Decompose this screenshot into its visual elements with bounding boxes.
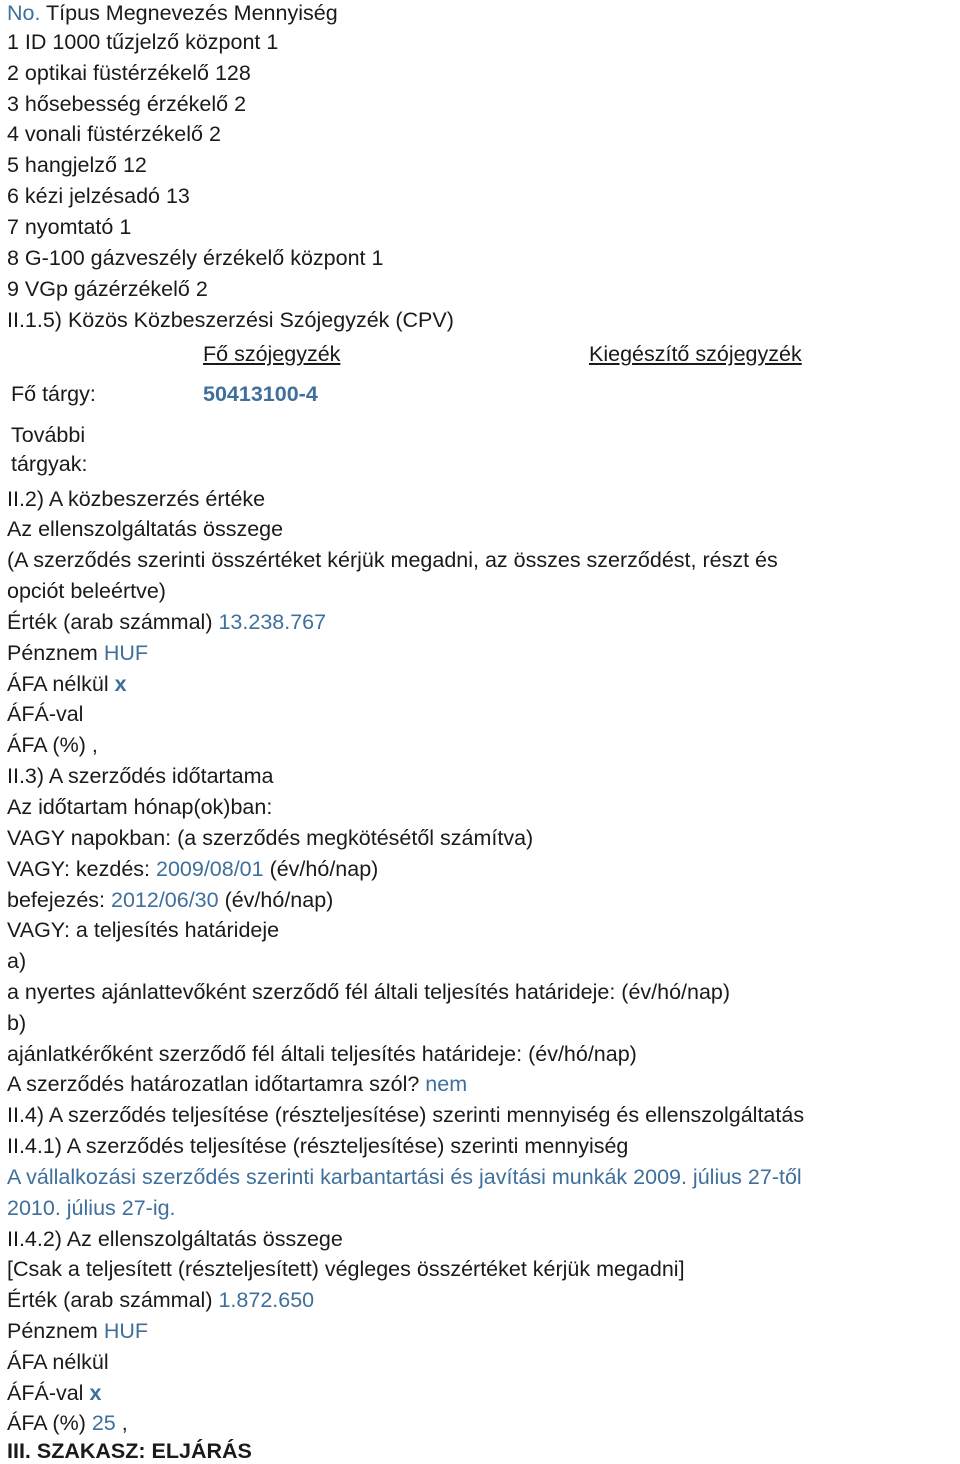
value-no-vat-line (7, 671, 127, 697)
duration-b-text: ajánlatkérőként szerződő fél általi teljesítés határideje: (év/hó/nap) (7, 1042, 637, 1066)
value-currency-line (7, 640, 148, 666)
value-no-vat-label: ÁFA nélkül (7, 672, 115, 696)
performance-with-vat-mark: x (89, 1381, 102, 1405)
header-columns: Típus Megnevezés Mennyiség (40, 1, 338, 25)
performance-vat-pct: 25 (91, 1411, 116, 1435)
table-row: 4 vonali füstérzékelő 2 (7, 122, 221, 146)
cpv-heading: II.1.5) Közös Közbeszerzési Szójegyzék (CPV) (7, 308, 454, 332)
performance-currency-line (7, 1318, 148, 1344)
duration-days: VAGY napokban: (a szerződés megkötésétől számítva) (7, 826, 534, 850)
other-subjects-label-cont: tárgyak: (11, 452, 88, 476)
value-amount-label: Érték (arab számmal) (7, 610, 219, 634)
cpv-supplementary-vocabulary-header: Kiegészítő szójegyzék (589, 342, 802, 366)
duration-indefinite-label: A szerződés határozatlan időtartamra szól? (7, 1072, 426, 1096)
duration-months: Az időtartam hónap(ok)ban: (7, 795, 273, 819)
performance-currency-label: Pénznem (7, 1319, 104, 1343)
duration-start-date: 2009/08/01 (155, 857, 264, 881)
duration-deadline: VAGY: a teljesítés határideje (7, 918, 280, 942)
performance-qty-text: A vállalkozási szerződés szerinti karbantartási és javítási munkák 2009. július 27-től (7, 1165, 802, 1189)
performance-amount: 1.872.650 (218, 1288, 315, 1312)
performance-currency: HUF (103, 1319, 148, 1343)
performance-amount-line (7, 1287, 314, 1313)
value-no-vat-mark: x (114, 672, 127, 696)
value-amount-line (7, 609, 326, 635)
value-with-vat-line: ÁFÁ-val (7, 702, 84, 726)
performance-with-vat-label: ÁFÁ-val (7, 1381, 90, 1405)
header-no: No. (7, 1, 41, 25)
main-subject-code: 50413100-4 (203, 382, 318, 406)
cpv-main-vocabulary-header: Fő szójegyzék (203, 342, 341, 366)
performance-qty-text-cont: 2010. július 27-ig. (7, 1196, 176, 1220)
value-amount: 13.238.767 (218, 610, 327, 634)
main-subject-label: Fő tárgy: (11, 382, 96, 406)
table-row: 8 G-100 gázveszély érzékelő központ 1 (7, 246, 384, 270)
performance-heading: II.4) A szerződés teljesítése (részteljesítése) szerinti mennyiség és ellenszolgáltatás (7, 1103, 805, 1127)
table-row: 3 hősebesség érzékelő 2 (7, 92, 247, 116)
table-header (7, 0, 338, 26)
table-row: 1 ID 1000 tűzjelző központ 1 (7, 30, 279, 54)
duration-end-line (7, 887, 333, 913)
table-row: 9 VGp gázérzékelő 2 (7, 277, 208, 301)
value-currency-label: Pénznem (7, 641, 104, 665)
value-subheading: Az ellenszolgáltatás összege (7, 517, 284, 541)
other-subjects-label: További (11, 423, 86, 447)
table-row: 6 kézi jelzésadó 13 (7, 184, 190, 208)
performance-amount-note: [Csak a teljesített (részteljesített) végleges összértéket kérjük megadni] (7, 1257, 685, 1281)
table-row: 5 hangjelző 12 (7, 153, 147, 177)
value-vat-pct-line: ÁFA (%) , (7, 733, 98, 757)
table-row: 2 optikai füstérzékelő 128 (7, 61, 251, 85)
performance-qty-heading: II.4.1) A szerződés teljesítése (részteljesítése) szerinti mennyiség (7, 1134, 629, 1158)
performance-vat-pct-label: ÁFA (%) (7, 1411, 92, 1435)
performance-amount-heading: II.4.2) Az ellenszolgáltatás összege (7, 1227, 343, 1251)
table-row: 7 nyomtató 1 (7, 215, 132, 239)
performance-with-vat-line (7, 1380, 101, 1406)
duration-indefinite-value: nem (425, 1072, 468, 1096)
duration-end-format: (év/hó/nap) (218, 888, 334, 912)
value-note: (A szerződés szerinti összértéket kérjük megadni, az összes szerződést, részt és (7, 548, 778, 572)
performance-vat-pct-tail: , (115, 1411, 128, 1435)
duration-start-format: (év/hó/nap) (263, 857, 379, 881)
section-3-heading: III. SZAKASZ: ELJÁRÁS (7, 1439, 252, 1463)
performance-no-vat-line: ÁFA nélkül (7, 1350, 109, 1374)
performance-amount-label: Érték (arab számmal) (7, 1288, 219, 1312)
duration-heading: II.3) A szerződés időtartama (7, 764, 274, 788)
duration-a-marker: a) (7, 949, 27, 973)
value-note-cont: opciót beleértve) (7, 579, 166, 603)
performance-vat-pct-line (7, 1410, 128, 1436)
duration-start-line (7, 856, 378, 882)
duration-b-marker: b) (7, 1011, 27, 1035)
value-currency: HUF (103, 641, 148, 665)
duration-end-label: befejezés: (7, 888, 111, 912)
duration-end-date: 2012/06/30 (110, 888, 219, 912)
duration-a-text: a nyertes ajánlattevőként szerződő fél általi teljesítés határideje: (év/hó/nap) (7, 980, 731, 1004)
duration-start-label: VAGY: kezdés: (7, 857, 156, 881)
value-heading: II.2) A közbeszerzés értéke (7, 487, 266, 511)
duration-indefinite-line (7, 1071, 467, 1097)
